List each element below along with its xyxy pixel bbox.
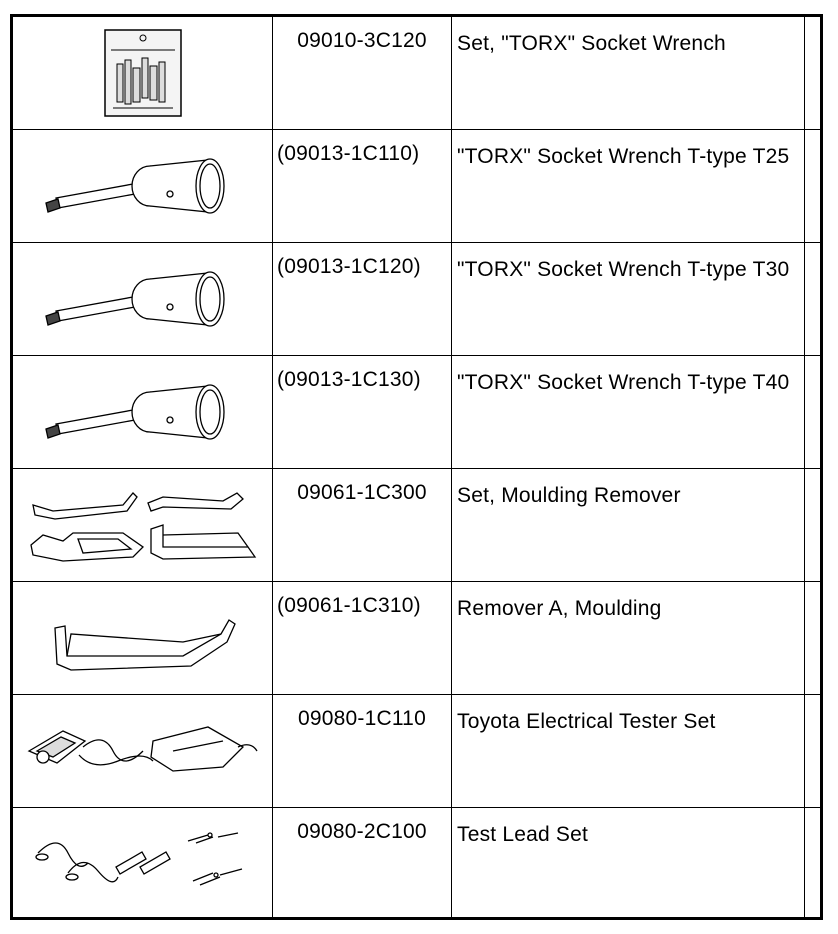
tool-illustration-cell (13, 469, 273, 581)
blank-cell (805, 130, 820, 242)
moulding-remover-set-icon (23, 475, 263, 575)
blank-cell (805, 243, 820, 355)
table-row (13, 469, 820, 582)
blank-cell (805, 582, 820, 694)
part-number: (09013-1C120) (273, 243, 452, 355)
tool-illustration-cell (13, 17, 273, 129)
moulding-remover-icon (43, 598, 243, 678)
table-row (13, 130, 820, 243)
part-number: 09010-3C120 (273, 17, 452, 129)
tool-description: Set, Moulding Remover (452, 469, 805, 581)
table-row (13, 243, 820, 356)
blank-cell (805, 17, 820, 129)
tool-description: "TORX" Socket Wrench T-type T30 (452, 243, 805, 355)
tool-description: Set, "TORX" Socket Wrench (452, 17, 805, 129)
table-row (13, 695, 820, 808)
part-number: (09061-1C310) (273, 582, 452, 694)
torx-socket-wrench-icon (38, 146, 248, 226)
tool-illustration-cell (13, 582, 273, 694)
blank-cell (805, 808, 820, 917)
tool-illustration-cell (13, 243, 273, 355)
blank-cell (805, 469, 820, 581)
table-row (13, 17, 820, 130)
tool-illustration-cell (13, 356, 273, 468)
blank-cell (805, 356, 820, 468)
part-number: 09080-1C110 (273, 695, 452, 807)
electrical-tester-set-icon (23, 711, 263, 791)
part-number: (09013-1C130) (273, 356, 452, 468)
part-number: (09013-1C110) (273, 130, 452, 242)
tool-illustration-cell (13, 808, 273, 917)
torx-socket-set-icon (103, 28, 183, 118)
table-row (13, 356, 820, 469)
test-lead-set-icon (28, 823, 258, 903)
part-number: 09061-1C300 (273, 469, 452, 581)
part-number: 09080-2C100 (273, 808, 452, 917)
table-row (13, 582, 820, 695)
tool-description: Remover A, Moulding (452, 582, 805, 694)
tool-description: "TORX" Socket Wrench T-type T40 (452, 356, 805, 468)
table-row (13, 808, 820, 917)
special-tool-table (10, 14, 823, 920)
tool-description: "TORX" Socket Wrench T-type T25 (452, 130, 805, 242)
tool-description: Toyota Electrical Tester Set (452, 695, 805, 807)
torx-socket-wrench-icon (38, 372, 248, 452)
tool-description: Test Lead Set (452, 808, 805, 917)
torx-socket-wrench-icon (38, 259, 248, 339)
blank-cell (805, 695, 820, 807)
tool-illustration-cell (13, 695, 273, 807)
tool-illustration-cell (13, 130, 273, 242)
